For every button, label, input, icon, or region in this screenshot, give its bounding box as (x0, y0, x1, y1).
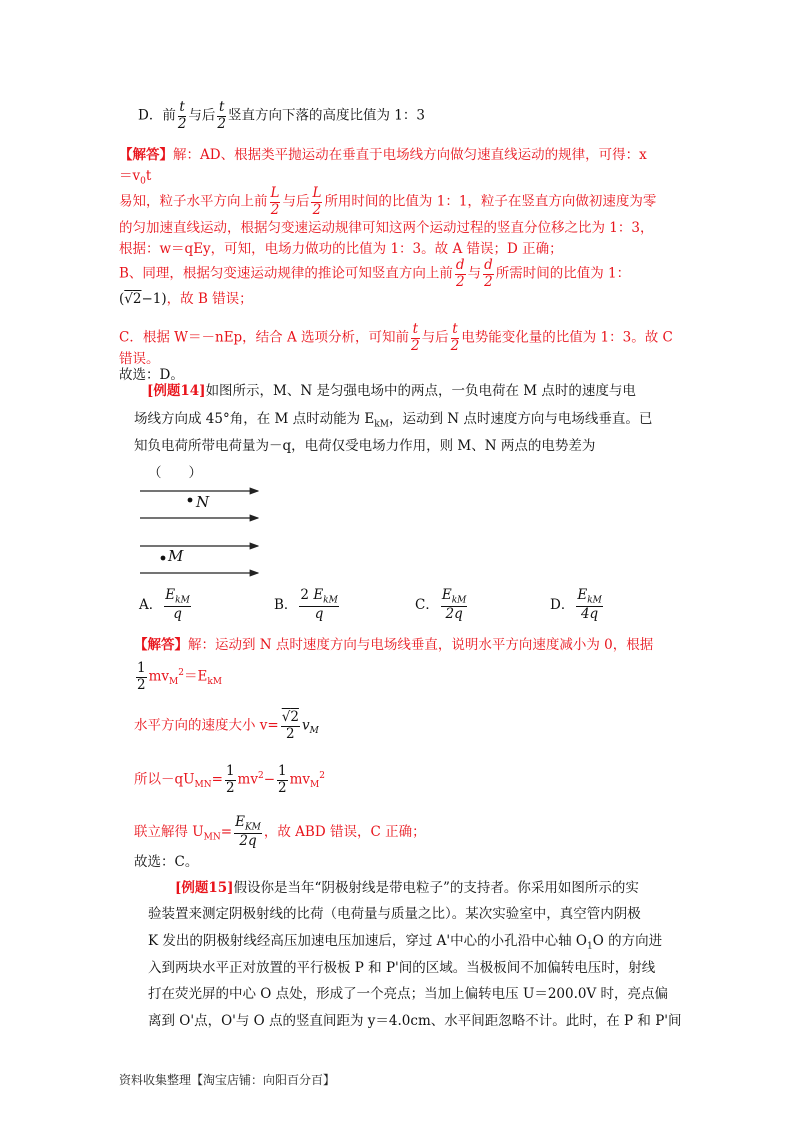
answer13-line4: 的匀加速直线运动，根据匀变速运动规律可知这两个运动过程的竖直分位移之比为 1：3， (119, 220, 654, 236)
example-tag: [例题14] (147, 383, 206, 399)
text: 所用时间的比值为 1：1，粒子在竖直方向做初速度为零 (324, 193, 657, 210)
answer14-line6: 故选：C。 (134, 854, 199, 870)
text: 与 (467, 265, 482, 282)
frac-num: E (235, 814, 245, 830)
fraction-t-2c (411, 322, 420, 354)
answer-tag: 【解答】 (119, 147, 173, 163)
subscript: kM (374, 419, 389, 430)
fraction-half-b (225, 764, 236, 796)
answer14-line2 (134, 661, 222, 693)
frac-num: E (165, 587, 176, 603)
text: 与后 (282, 193, 310, 210)
subscript: 1 (587, 941, 593, 952)
frac-den: q (314, 606, 324, 623)
text: 水平方向的速度大小 v= (134, 717, 279, 734)
answer13-line3 (119, 186, 656, 218)
superscript: 2 (257, 771, 264, 782)
frac-num: 1 (225, 763, 235, 779)
frac-den: 2 (270, 201, 280, 218)
answer14-line1 (134, 639, 653, 653)
choice-c-fraction (441, 588, 468, 623)
answer13-line10: 故选：D。 (119, 367, 184, 383)
frac-den: 2 (137, 676, 146, 693)
choice-c[interactable] (415, 588, 469, 623)
text: mv (237, 771, 258, 788)
text: ，故 ABD 错误，C 正确； (263, 823, 426, 840)
frac-den: 2 (450, 337, 460, 354)
frac-num: d (455, 257, 465, 273)
frac-num: t (412, 321, 419, 337)
choice-b[interactable] (274, 588, 341, 623)
example-tag: [例题15] (175, 880, 234, 896)
option-d-mid: 与后 (188, 107, 216, 124)
choice-d[interactable] (550, 588, 605, 623)
frac-den: q (173, 606, 182, 623)
text: O 的方向进 (592, 933, 663, 949)
fraction-t-2 (178, 100, 187, 132)
coefficient: 2 (300, 587, 310, 603)
superscript: 2 (319, 771, 325, 782)
subscript: MN (203, 832, 221, 843)
frac-den: 2 (312, 201, 322, 218)
example14-line1 (147, 385, 636, 399)
text: ，故 B 错误； (166, 291, 253, 307)
frac-num: L (270, 185, 280, 201)
subscript: M (310, 780, 320, 791)
label-n: N (196, 493, 210, 511)
example15-line4: 入到两块水平正对放置的平行极板 P 和 P'间的区域。当极板间不加偏转电压时，射线 (148, 960, 656, 976)
example15-line6: 离到 O'点，O'与 O 点的竖直间距为 y＝4.0cm、水平间距忽略不计。此时，在 P 和 P'间 (148, 1013, 682, 1029)
subscript: kM (323, 595, 338, 606)
subscript: kM (587, 595, 602, 606)
option-d-rest: 竖直方向下落的高度比值为 1：3 (228, 107, 425, 124)
frac-den: 2 (286, 725, 295, 742)
frac-num: L (312, 185, 322, 201)
text: 解：运动到 N 点时速度方向与电场线垂直，说明水平方向速度减小为 0，根据 (188, 637, 654, 653)
example15-line3 (148, 935, 662, 952)
choice-label: B． (274, 596, 298, 613)
var-v: v (301, 717, 310, 734)
frac-num: t (219, 99, 225, 115)
choice-b-fraction (299, 588, 338, 623)
frac-den: 2 (484, 273, 493, 290)
answer13-text1: 解：AD、根据类平抛运动在垂直于电场线方向做匀速直线运动的规律，可得：x (173, 147, 647, 163)
text: 所以－qU (134, 771, 195, 788)
answer14-line3 (134, 710, 319, 742)
frac-num: E (313, 587, 324, 603)
answer14-line4 (134, 764, 325, 796)
subscript: MN (194, 780, 212, 791)
fraction-L-2 (270, 186, 281, 218)
frac-den: 2 (411, 337, 420, 354)
example14-line4: （ ） (148, 465, 202, 481)
text: ＝v (119, 168, 141, 184)
fraction-sqrt2-2: $\frac{√2}{2}$ (281, 709, 299, 742)
frac-den: 2q (239, 833, 257, 850)
fraction-ekm-2q (234, 815, 262, 850)
answer13-line1 (119, 149, 647, 163)
text: B、同理，根据匀变速运动规律的推论可知竖直方向上前 (119, 265, 453, 282)
text: = (220, 823, 233, 840)
text: ＝E (183, 668, 208, 685)
answer13-line9: 错误。 (119, 351, 160, 367)
choice-a-fraction (164, 588, 191, 623)
text: 联立解得 U (134, 823, 204, 840)
fraction-half (136, 661, 147, 693)
frac-den: 2 (225, 779, 235, 796)
point-n (188, 498, 193, 503)
subscript: 0 (140, 176, 146, 187)
frac-num: t (452, 321, 458, 337)
subscript: kM (175, 595, 190, 606)
example15-line5: 打在荧光屏的中心 O 点处，形成了一个亮点；当加上偏转电压 U＝200.0V 时，亮点偏 (148, 986, 669, 1002)
text: − (263, 771, 276, 788)
answer13-line5: 根据：w＝qEy，可知，电场力做功的比值为 1：3。故 A 错误；D 正确； (119, 241, 563, 257)
radicand: 2 (132, 291, 142, 307)
fraction-t-2d (451, 322, 460, 354)
choice-d-fraction (576, 588, 603, 623)
answer13-line8 (119, 322, 673, 354)
frac-den: 2 (217, 115, 227, 132)
text: 所需时间的比值为 1： (495, 265, 631, 282)
frac-den: 2 (177, 115, 187, 132)
paren: ( (119, 291, 125, 307)
subscript: M (169, 677, 179, 688)
text: mv (148, 668, 170, 685)
frac-num: t (179, 99, 185, 115)
electric-field-diagram (130, 480, 270, 580)
fraction-d-2b (483, 258, 494, 290)
example14-line2 (134, 413, 652, 430)
text: 场线方向成 45°角，在 M 点时动能为 E (134, 411, 375, 427)
label-m: M (168, 547, 184, 565)
option-d-label: D．前 (138, 107, 176, 124)
frac-den: 2 (278, 779, 287, 796)
fraction-t-2b (217, 100, 226, 132)
text: −1) (141, 291, 167, 307)
answer-tag: 【解答】 (134, 637, 188, 653)
text: 易知，粒子水平方向上前 (119, 193, 268, 210)
fraction-half-c (277, 764, 288, 796)
example15-line2: 验装置来测定阴极射线的比荷（电荷量与质量之比）。某次实验室中，真空管内阴极 (148, 906, 641, 922)
frac-den: 2q (445, 606, 463, 623)
subscript: KM (244, 822, 261, 833)
fraction-d-2 (455, 258, 466, 290)
choice-label: A． (139, 596, 163, 613)
text: K 发出的阴极射线经高压加速电压加速后，穿过 A'中心的小孔沿中心轴 O (148, 933, 587, 949)
text: t (145, 168, 152, 184)
text: ，运动到 N 点时速度方向与电场线垂直。已 (388, 411, 653, 427)
text: 与后 (421, 329, 449, 346)
frac-num: 1 (278, 763, 287, 779)
answer13-line6 (119, 258, 630, 290)
text: 假设你是当年“阴极射线是带电粒子”的支持者。你采用如图所示的实 (233, 880, 639, 896)
answer14-line5 (134, 815, 426, 850)
text: 电势能变化量的比值为 1：3。故 C (461, 329, 673, 346)
point-m (161, 556, 166, 561)
subscript: kM (451, 595, 467, 606)
frac-num: 1 (137, 660, 146, 676)
frac-num: E (577, 587, 588, 603)
frac-num: E (441, 587, 452, 603)
example15-line1 (175, 882, 639, 896)
choice-label: D． (550, 596, 575, 613)
fraction-L-2b (311, 186, 322, 218)
sqrt-2: √2 (124, 291, 142, 307)
superscript: 2 (178, 668, 184, 679)
answer13-line2 (119, 170, 151, 187)
text: C．根据 W＝－nEp，结合 A 选项分析，可知前 (119, 329, 410, 346)
frac-den: 2 (455, 273, 465, 290)
frac-num: d (484, 257, 493, 273)
text: mv (289, 771, 311, 788)
text: = (211, 771, 223, 788)
page-footer: 资料收集整理【淘宝店铺：向阳百分百】 (119, 1073, 336, 1087)
subscript: M (309, 726, 319, 737)
example14-line3: 知负电荷所带电荷量为－q，电荷仅受电场力作用，则 M、N 两点的电势差为 (134, 438, 596, 454)
frac-den: 4q (580, 606, 599, 623)
choice-label: C． (415, 596, 439, 613)
answer13-line7 (119, 293, 253, 307)
subscript: kM (207, 677, 223, 688)
choice-a[interactable] (139, 588, 193, 623)
text: 如图所示，M、N 是匀强电场中的两点，一负电荷在 M 点时的速度与电 (205, 383, 636, 399)
radicand: 2 (290, 709, 299, 725)
option-d-line (138, 100, 425, 132)
